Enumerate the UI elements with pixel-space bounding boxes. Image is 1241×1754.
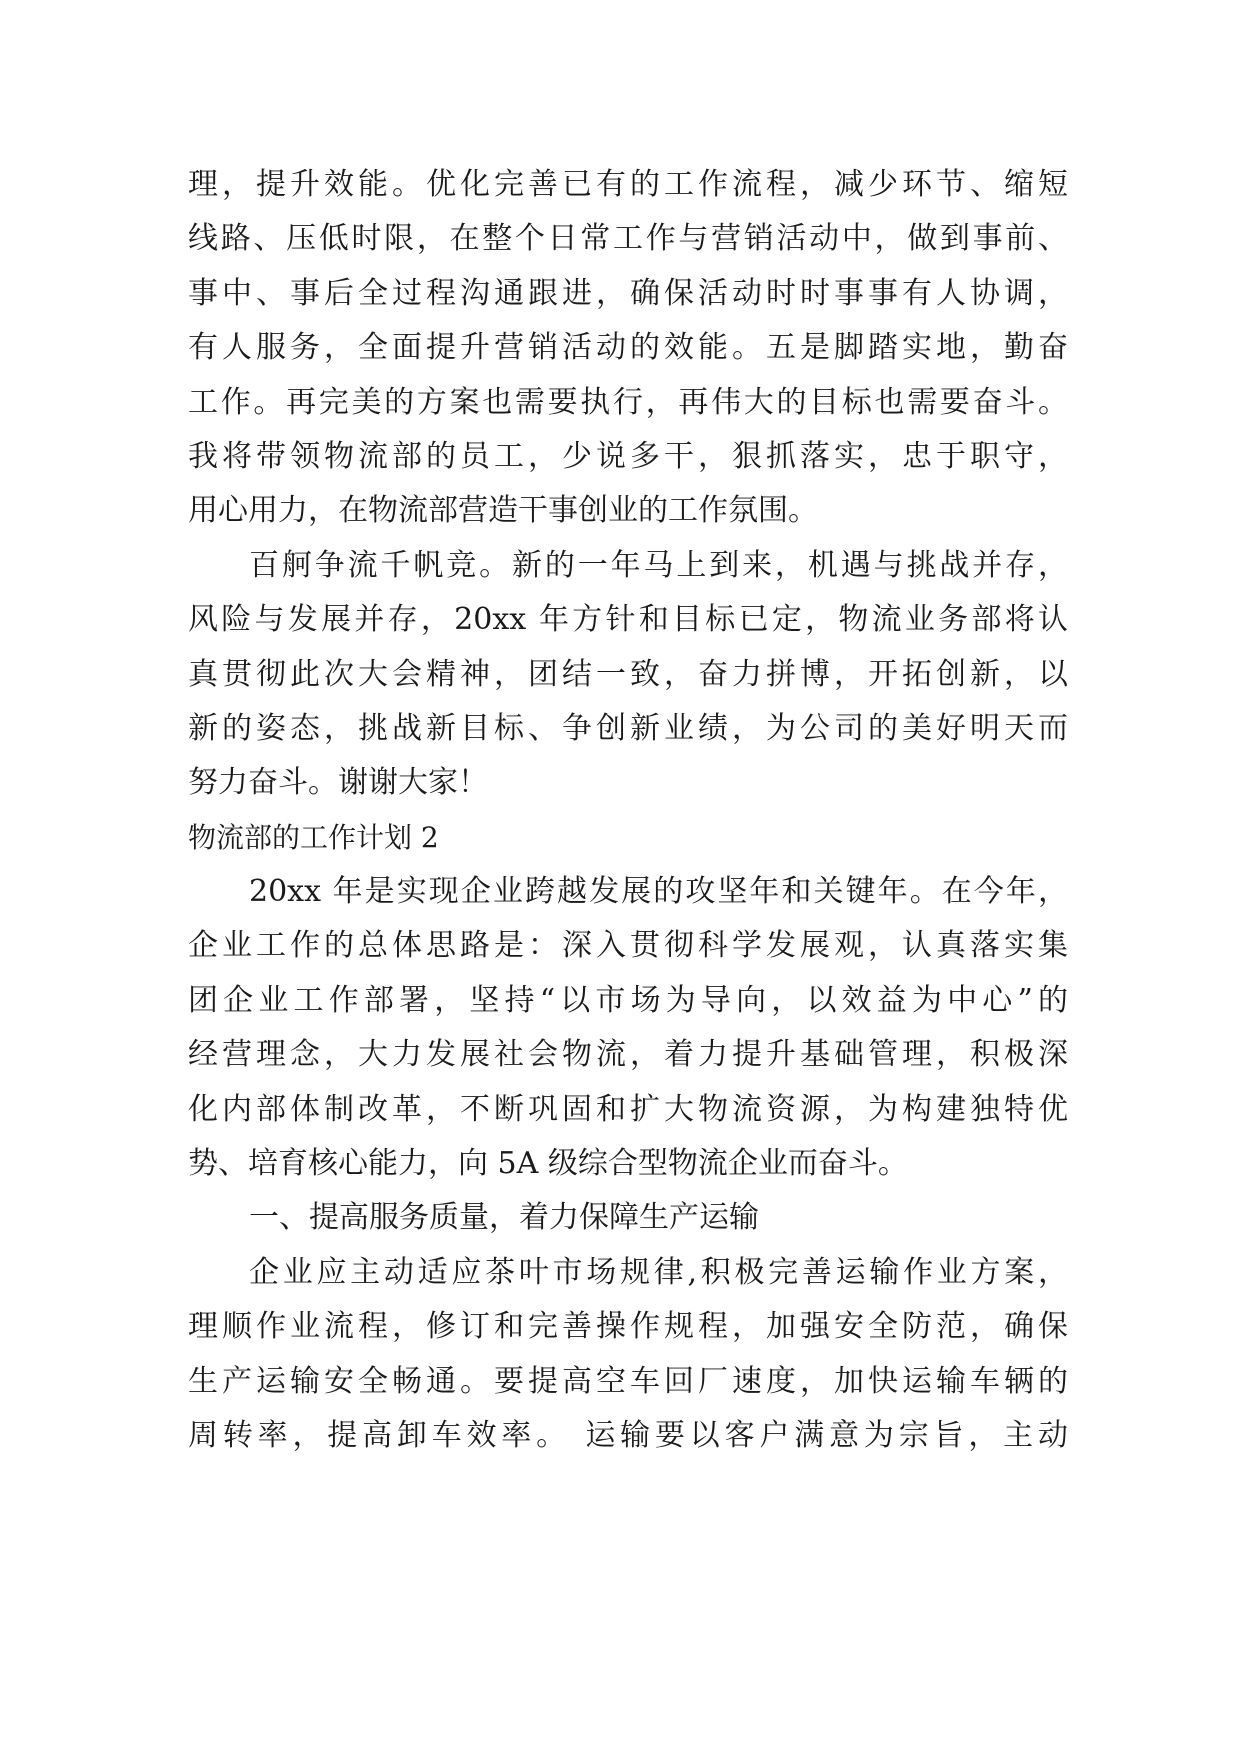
section-title: 物流部的工作计划 2 — [188, 820, 439, 854]
text-line: 化内部体制改革，不断巩固和扩大物流资源，为构建独特优 — [188, 1091, 1068, 1127]
text-line: 企业应主动适应茶叶市场规律,积极完善运输作业方案， — [249, 1254, 1068, 1290]
text-line: 生产运输安全畅通。要提高空车回厂速度，加快运输车辆的 — [188, 1363, 1068, 1399]
text-line: 事中、事后全过程沟通跟进，确保活动时时事事有人协调， — [188, 275, 1068, 311]
text-line: 我将带领物流部的员工，少说多干，狠抓落实，忠于职守， — [188, 438, 1068, 474]
subheading: 一、提高服务质量，着力保障生产运输 — [249, 1200, 759, 1236]
paragraph-3 — [188, 865, 1068, 1191]
text-line: 经营理念，大力发展社会物流，着力提升基础管理，积极深 — [188, 1037, 1068, 1073]
text-line: 团企业工作部署，坚持“以市场为导向，以效益为中心”的 — [188, 982, 1068, 1018]
text-line: 理顺作业流程，修订和完善操作规程，加强安全防范，确保 — [188, 1309, 1068, 1345]
text-line: 真贯彻此次大会精神，团结一致，奋力拼博，开拓创新，以 — [188, 656, 1068, 692]
paragraph-4 — [188, 1246, 1068, 1464]
text-line: 周转率，提高卸车效率。 运输要以客户满意为宗旨，主动 — [188, 1417, 1068, 1453]
paragraph-1 — [188, 158, 1068, 539]
text-line: 线路、压低时限，在整个日常工作与营销活动中，做到事前、 — [188, 221, 1068, 257]
text-line: 势、培育核心能力，向 5A 级综合型物流企业而奋斗。 — [188, 1146, 908, 1182]
text-line: 理，提升效能。优化完善已有的工作流程，减少环节、缩短 — [188, 167, 1068, 202]
paragraph-2 — [188, 539, 1068, 811]
text-line: 工作。再完美的方案也需要执行，再伟大的目标也需要奋斗。 — [188, 384, 1068, 420]
text-line: 20xx 年是实现企业跨越发展的攻坚年和关键年。在今年， — [249, 874, 1068, 910]
text-line: 新的姿态，挑战新目标、争创新业绩，为公司的美好明天而 — [188, 710, 1068, 746]
text-line: 努力奋斗。谢谢大家！ — [188, 765, 488, 801]
text-line: 风险与发展并存，20xx 年方针和目标已定，物流业务部将认 — [188, 602, 1068, 638]
text-line: 用心用力，在物流部营造干事创业的工作氛围。 — [188, 493, 818, 529]
text-line: 企业工作的总体思路是：深入贯彻科学发展观，认真落实集 — [188, 928, 1068, 964]
text-line: 有人服务，全面提升营销活动的效能。五是脚踏实地，勤奋 — [188, 330, 1068, 366]
text-line: 百舸争流千帆竞。新的一年马上到来，机遇与挑战并存， — [249, 547, 1068, 583]
document-body — [188, 158, 1068, 1463]
